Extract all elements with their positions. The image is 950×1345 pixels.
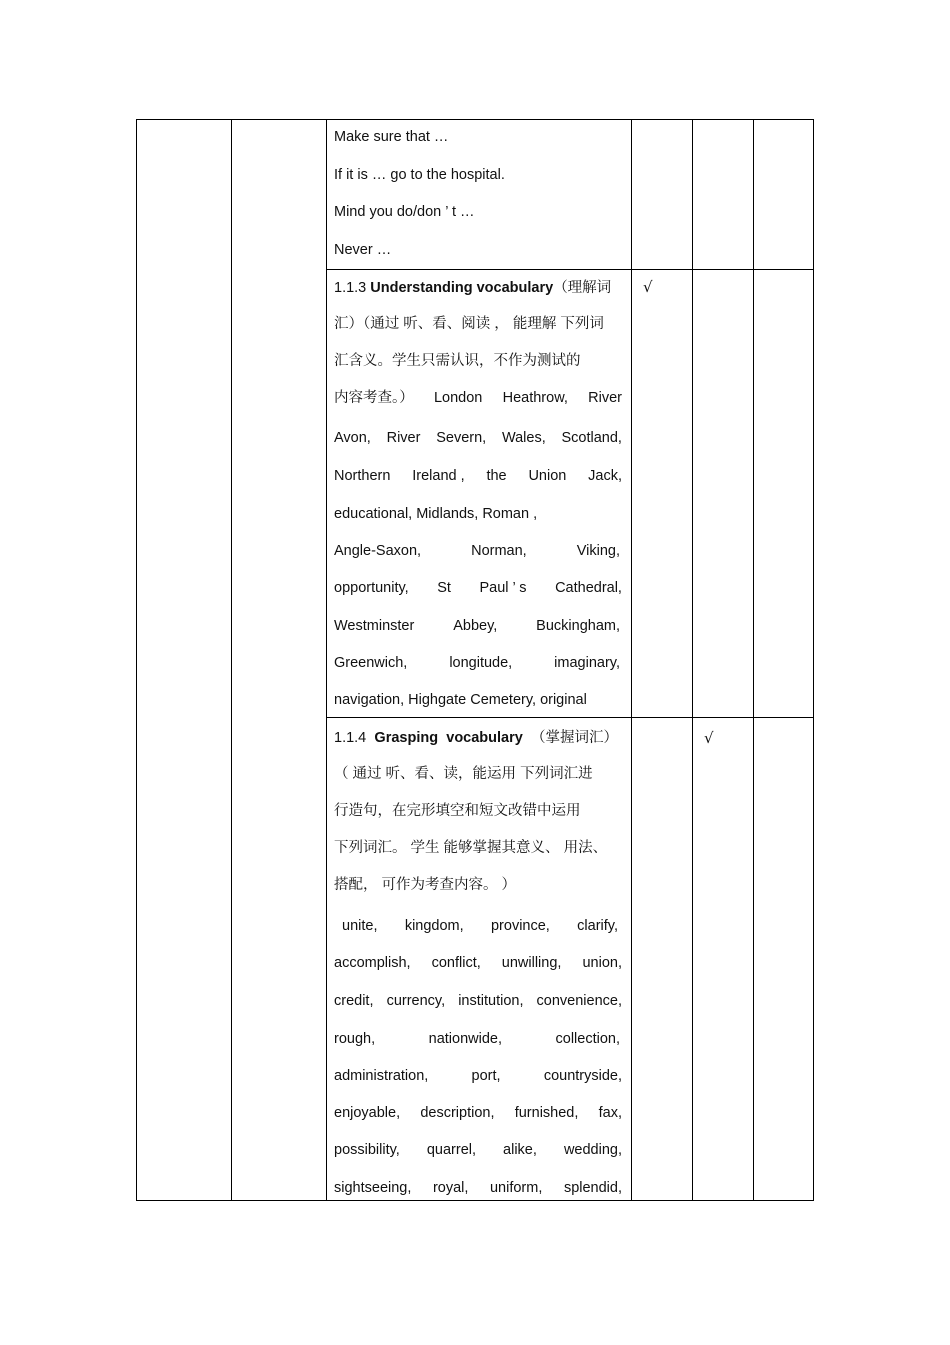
section-heading (334, 279, 611, 297)
pattern-line: Make sure that … (334, 129, 449, 145)
description-line: （ 通过 听、看、读，能运用 下列词汇进 (334, 766, 593, 782)
section-heading (334, 729, 618, 747)
word-line (334, 429, 622, 447)
word: quarrel, (426, 1142, 477, 1158)
word: clarify, (577, 918, 618, 934)
word: Abbey, (453, 618, 498, 634)
column-divider (326, 120, 327, 1200)
column-divider (231, 120, 232, 1200)
word: convenience, (536, 993, 622, 1009)
word: sightseeing, (334, 1180, 412, 1196)
row-divider (326, 269, 813, 270)
word: Heathrow, (502, 390, 568, 406)
description-line: 下列词汇。 学生 能够掌握其意义、 用法、 (334, 840, 608, 856)
word: Viking, (576, 543, 620, 559)
word-line (334, 617, 620, 635)
word: unwilling, (501, 955, 562, 971)
word: kingdom, (404, 918, 464, 934)
column-divider (631, 120, 632, 1200)
word: Norman, (471, 543, 527, 559)
word: port, (471, 1068, 501, 1084)
pattern-line: Never … (334, 242, 392, 258)
check-mark: √ (643, 278, 653, 296)
text-fragment: 内容考查。） (334, 390, 414, 406)
word: Ireland , (412, 468, 465, 484)
word: splendid, (563, 1180, 622, 1196)
word: Cathedral, (555, 580, 622, 596)
description-line: 汇含义。学生只需认识，不作为测试的 (334, 353, 581, 369)
word: Avon, (334, 430, 371, 446)
word: Jack, (588, 468, 622, 484)
word-line (334, 1104, 622, 1122)
word: Angle-Saxon, (334, 543, 422, 559)
word: Severn, (436, 430, 487, 446)
word: fax, (598, 1105, 622, 1121)
word: Westminster (334, 618, 415, 634)
word: imaginary, (554, 655, 620, 671)
word-line: navigation, Highgate Cemetery, original (334, 692, 587, 708)
word: Buckingham, (536, 618, 620, 634)
section-title-cn: （掌握词汇） (531, 730, 618, 746)
word: collection, (555, 1031, 620, 1047)
word: possibility, (334, 1142, 400, 1158)
word: Wales, (501, 430, 546, 446)
description-line: 汇）（通过 听、看、阅读 ， 能理解 下列词 (334, 316, 604, 332)
word: London (433, 390, 483, 406)
word-line (334, 1141, 622, 1159)
word: wedding, (563, 1142, 622, 1158)
description-line: 行造句，在完形填空和短文改错中运用 (334, 803, 581, 819)
word: credit, (334, 993, 374, 1009)
word: administration, (334, 1068, 429, 1084)
word: royal, (432, 1180, 469, 1196)
section-code: 1.1.4 (334, 730, 367, 746)
column-divider (692, 120, 693, 1200)
word: description, (420, 1105, 495, 1121)
word: nationwide, (428, 1031, 502, 1047)
word: St (437, 580, 451, 596)
word: opportunity, (334, 580, 409, 596)
word-line (334, 1030, 620, 1048)
check-mark: √ (704, 729, 714, 747)
word: currency, (386, 993, 446, 1009)
word: countryside, (543, 1068, 622, 1084)
word: unite, (342, 918, 378, 934)
word: Scotland, (561, 430, 622, 446)
description-line (334, 389, 622, 407)
pattern-line: Mind you do/don ’ t … (334, 204, 475, 220)
word: the (486, 468, 507, 484)
word: longitude, (449, 655, 513, 671)
word-line (334, 542, 620, 560)
word: union, (582, 955, 622, 971)
word: conflict, (431, 955, 481, 971)
word: River (386, 430, 421, 446)
word: accomplish, (334, 955, 411, 971)
word-line (334, 467, 622, 485)
word-line (334, 1067, 622, 1085)
word: Paul ’ s (479, 580, 527, 596)
section-title: vocabulary (446, 730, 523, 746)
description-line: 搭配， 可作为考查内容。 ） (334, 877, 517, 893)
word-line (334, 954, 622, 972)
word: River (588, 390, 622, 406)
word-line (334, 654, 620, 672)
section-code: 1.1.3 (334, 280, 367, 296)
word: institution, (458, 993, 524, 1009)
word-line (334, 579, 622, 597)
word-line (334, 917, 618, 935)
word: Greenwich, (334, 655, 408, 671)
word-line (334, 1179, 622, 1197)
word: rough, (334, 1031, 376, 1047)
word-line: educational, Midlands, Roman , (334, 506, 538, 522)
word-line (334, 992, 622, 1010)
column-divider (753, 120, 754, 1200)
word: province, (490, 918, 550, 934)
word: enjoyable, (334, 1105, 401, 1121)
word: furnished, (514, 1105, 579, 1121)
pattern-line: If it is … go to the hospital. (334, 167, 505, 183)
section-title: Grasping (374, 730, 439, 746)
section-title-cn: （理解词 (553, 280, 612, 296)
row-divider (326, 717, 813, 718)
section-title: Understanding vocabulary (370, 280, 554, 296)
word: alike, (503, 1142, 537, 1158)
word: Northern (334, 468, 391, 484)
word: Union (528, 468, 567, 484)
word: uniform, (489, 1180, 543, 1196)
